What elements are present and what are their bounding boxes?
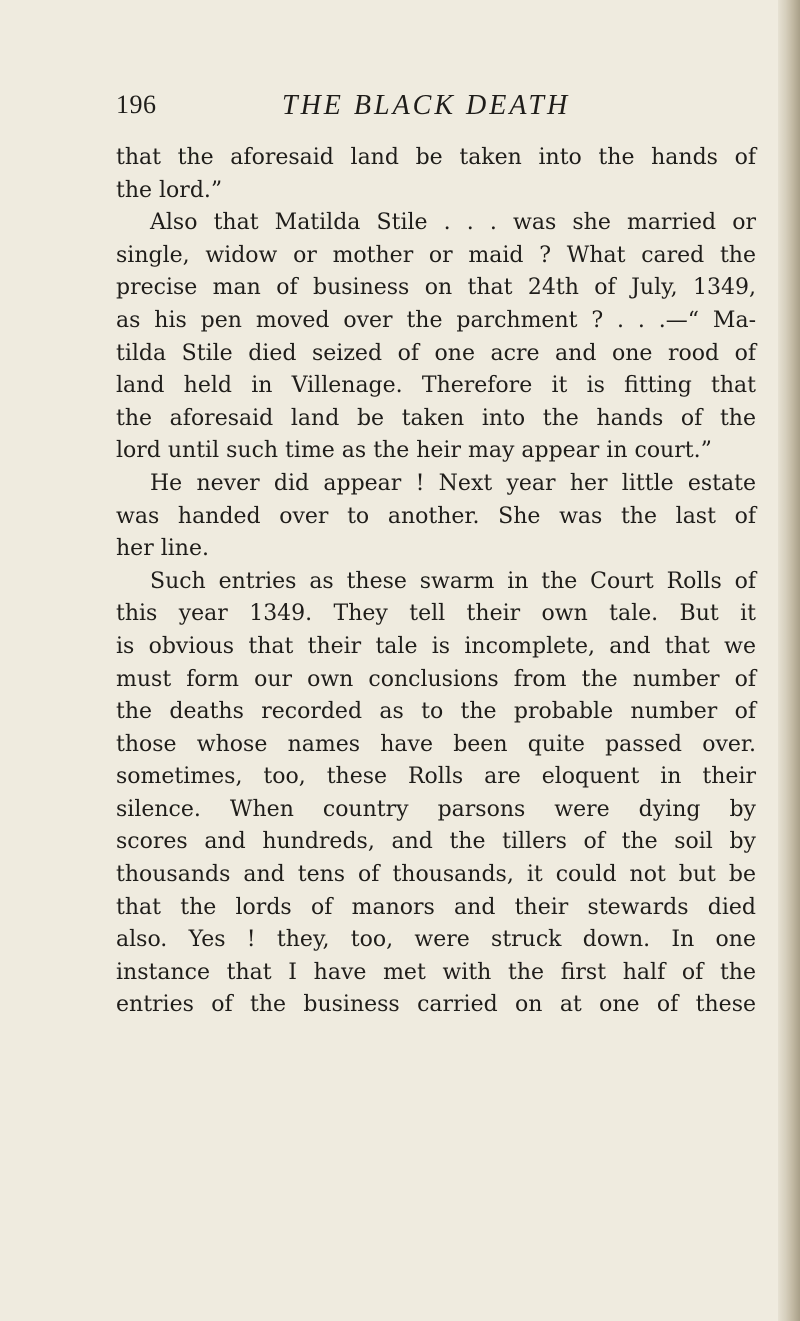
text-line: silence. When country parsons were dying by (116, 796, 756, 822)
text-line: entries of the business carried on at one of these (116, 992, 756, 1018)
text-line: the aforesaid land be taken into the hands of the (116, 405, 756, 431)
text-line: the deaths recorded as to the probable number of (116, 699, 756, 725)
text-line: those whose names have been quite passed over. (116, 731, 756, 757)
text-line: was handed over to another. She was the last of (116, 503, 756, 529)
text-line: is obvious that their tale is incomplete, and that we (116, 633, 756, 659)
text-line: precise man of business on that 24th of July, 1349, (116, 275, 756, 301)
page-edge-shadow (778, 0, 800, 1321)
text-line: land held in Villenage. Therefore it is fitting that (116, 373, 756, 399)
body-text (116, 142, 756, 1022)
text-line: tilda Stile died seized of one acre and one rood of (116, 340, 756, 366)
paragraph-first-line: He never did appear ! Next year her little estate (150, 470, 756, 496)
paragraph-first-line: Such entries as these swarm in the Court Rolls of (150, 568, 756, 594)
text-line: that the aforesaid land be taken into the hands of (116, 145, 756, 170)
running-title: THE BLACK DEATH (282, 90, 571, 121)
page-number: 196 (116, 90, 157, 119)
text-line: instance that I have met with the first half of the (116, 959, 756, 985)
text-line: the lord.” (116, 177, 223, 203)
text-line: also. Yes ! they, too, were struck down. In one (116, 927, 756, 953)
text-line: that the lords of manors and their stewards died (116, 894, 756, 920)
text-line: thousands and tens of thousands, it could not but be (116, 862, 756, 888)
text-line: her line. (116, 536, 209, 562)
text-line: must form our own conclusions from the number of (116, 666, 756, 692)
text-line: sometimes, too, these Rolls are eloquent in their (116, 764, 756, 790)
running-head (116, 90, 756, 130)
text-line: single, widow or mother or maid ? What cared the (116, 242, 756, 268)
text-line: scores and hundreds, and the tillers of the soil by (116, 829, 756, 855)
text-line: this year 1349. They tell their own tale. But it (116, 601, 756, 627)
paragraph-first-line: Also that Matilda Stile . . . was she married or (150, 210, 756, 236)
text-line: as his pen moved over the parchment ? . . .—“ Ma- (116, 307, 756, 333)
text-line: lord until such time as the heir may appear in court.” (116, 438, 712, 464)
